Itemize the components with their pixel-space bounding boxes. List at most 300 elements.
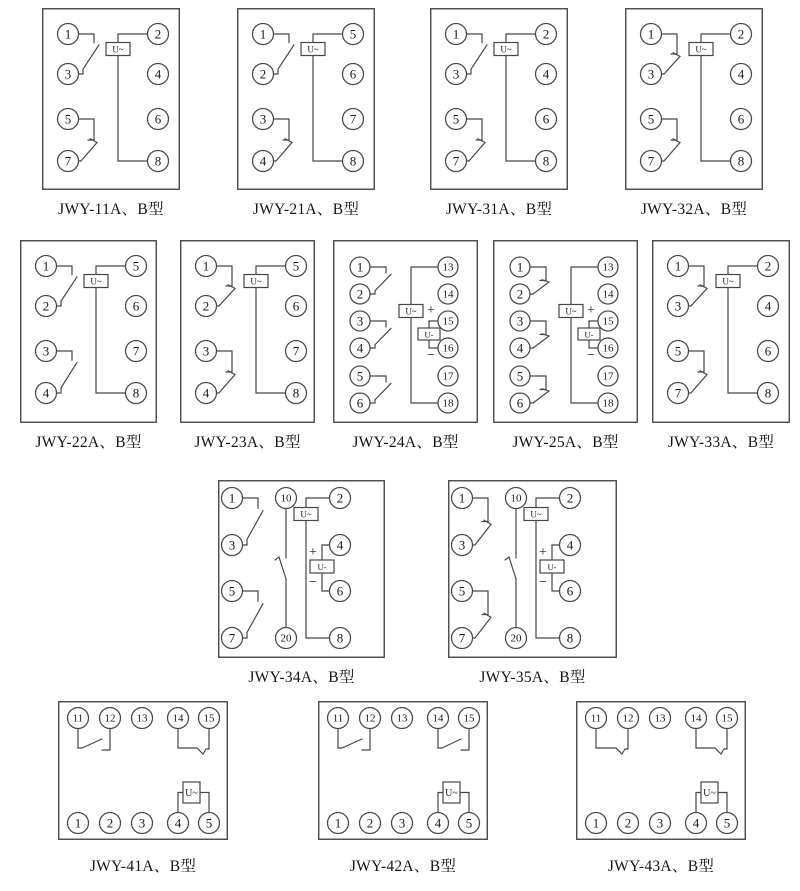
coil-label: U~ xyxy=(703,787,716,799)
terminal-12 xyxy=(618,708,639,729)
terminal-1 xyxy=(668,256,689,277)
terminal-4 xyxy=(428,813,449,834)
coil-u-ac xyxy=(559,305,583,318)
terminal-10 xyxy=(276,488,297,509)
terminal-number: 3 xyxy=(398,815,406,831)
terminal-number: 4 xyxy=(737,66,745,82)
terminal-6 xyxy=(536,109,557,130)
contact-nc xyxy=(533,389,549,403)
coil-label: U- xyxy=(317,561,327,572)
schematic-jwy-21ab xyxy=(237,8,375,190)
diagram-caption: JWY-11A、B型 xyxy=(58,201,164,218)
relay-diagram-jwy-23ab xyxy=(180,240,315,452)
contact-no xyxy=(274,69,279,74)
contact-no xyxy=(471,45,487,69)
contact-no xyxy=(83,45,99,69)
terminal-1 xyxy=(452,488,473,509)
terminal-number: 15 xyxy=(602,315,614,328)
terminal-number: 2 xyxy=(154,26,162,42)
terminal-17 xyxy=(438,366,458,386)
terminal-5 xyxy=(343,24,364,45)
contact-nc xyxy=(530,321,546,335)
terminal-number: 14 xyxy=(432,712,444,725)
terminal-15 xyxy=(438,311,458,331)
terminal-13 xyxy=(650,708,671,729)
contact-nc xyxy=(662,119,678,140)
coil-u-ac xyxy=(294,508,318,521)
terminal-number: 1 xyxy=(334,815,342,831)
terminal-2 xyxy=(350,284,370,304)
terminal-number: 6 xyxy=(292,298,300,314)
contact-nc xyxy=(530,376,546,390)
terminal-14 xyxy=(598,284,618,304)
terminal-number: 5 xyxy=(452,111,460,127)
terminal-5 xyxy=(510,366,530,386)
terminal-1 xyxy=(641,24,662,45)
contact-no xyxy=(57,301,62,306)
coil-u-ac xyxy=(301,43,325,56)
relay-diagram-jwy-24ab xyxy=(333,240,478,452)
terminal-number: 1 xyxy=(202,258,210,274)
terminal-2 xyxy=(731,24,752,45)
coil-u-ac xyxy=(399,305,423,318)
relay-diagram-jwy-22ab xyxy=(20,240,157,452)
contact-no xyxy=(78,729,82,749)
terminal-number: 8 xyxy=(154,153,162,169)
contact-nc xyxy=(274,119,290,140)
terminal-number: 2 xyxy=(516,286,524,302)
terminal-number: 1 xyxy=(458,490,466,506)
terminal-3 xyxy=(36,341,57,362)
terminal-number: 1 xyxy=(674,258,682,274)
terminal-6 xyxy=(286,296,307,317)
terminal-1 xyxy=(68,813,89,834)
terminal-number: 6 xyxy=(566,583,574,599)
terminal-4 xyxy=(168,813,189,834)
coil-wire xyxy=(460,793,469,813)
terminal-number: 8 xyxy=(542,153,550,169)
terminal-number: 2 xyxy=(106,815,114,831)
terminal-number: 4 xyxy=(542,66,550,82)
diagram-caption: JWY-42A、B型 xyxy=(349,858,457,875)
terminal-number: 2 xyxy=(737,26,745,42)
mid-switch xyxy=(505,557,516,579)
plus-sign: + xyxy=(427,303,435,318)
relay-diagram-jwy-33ab xyxy=(652,240,790,452)
coil-u-ac xyxy=(183,782,200,803)
diagram-caption: JWY-33A、B型 xyxy=(667,434,775,451)
diagram-caption: JWY-24A、B型 xyxy=(352,434,459,451)
terminal-1 xyxy=(328,813,349,834)
coil-label: U- xyxy=(584,329,594,340)
contact-no xyxy=(57,351,73,360)
diagram-caption: JWY-32A、B型 xyxy=(640,201,748,218)
diagram-caption: JWY-23A、B型 xyxy=(194,434,301,451)
terminal-8 xyxy=(536,151,557,172)
dc-coil-wire xyxy=(429,321,438,328)
contact-no xyxy=(243,498,259,508)
terminal-5 xyxy=(446,109,467,130)
terminal-2 xyxy=(36,296,57,317)
terminal-11 xyxy=(328,708,349,729)
contact-nc xyxy=(662,34,678,54)
contact-nc xyxy=(696,729,724,755)
coil-label: U~ xyxy=(300,509,312,520)
terminal-2 xyxy=(330,488,351,509)
terminal-5 xyxy=(459,813,480,834)
terminal-number: 16 xyxy=(442,342,454,355)
contact-nc xyxy=(533,280,549,294)
terminal-number: 8 xyxy=(132,385,140,401)
diagram-caption: JWY-25A、B型 xyxy=(512,434,619,451)
schematic-jwy-41ab xyxy=(58,701,228,840)
terminal-8 xyxy=(126,383,147,404)
terminal-6 xyxy=(731,109,752,130)
terminal-number: 6 xyxy=(516,395,524,411)
contact-no xyxy=(370,267,386,273)
terminal-13 xyxy=(392,708,413,729)
contact-nc xyxy=(206,729,209,750)
terminal-7 xyxy=(126,341,147,362)
terminal-number: 3 xyxy=(452,66,460,82)
coil-u-ac xyxy=(443,782,460,803)
minus-sign: − xyxy=(427,348,435,363)
terminal-12 xyxy=(100,708,121,729)
diagram-caption: JWY-43A、B型 xyxy=(607,858,715,875)
contact-nc xyxy=(664,53,680,74)
terminal-number: 2 xyxy=(764,258,772,274)
terminal-7 xyxy=(668,383,689,404)
coil-u-dc xyxy=(540,560,564,573)
terminal-4 xyxy=(350,338,370,358)
terminal-14 xyxy=(438,284,458,304)
terminal-15 xyxy=(199,708,220,729)
terminal-number: 2 xyxy=(542,26,550,42)
contact-nc xyxy=(79,119,95,140)
terminal-4 xyxy=(686,813,707,834)
coil-u-ac xyxy=(106,43,130,56)
schematic-jwy-22ab xyxy=(20,240,157,423)
contact-no xyxy=(370,321,386,327)
terminal-number: 5 xyxy=(723,815,731,831)
mid-switch xyxy=(275,557,286,579)
terminal-number: 4 xyxy=(764,298,772,314)
contact-no xyxy=(467,34,483,43)
terminal-number: 5 xyxy=(458,583,466,599)
diagram-caption: JWY-34A、B型 xyxy=(248,669,355,686)
contact-no xyxy=(243,591,259,601)
coil-wire xyxy=(696,793,701,813)
schematic-jwy-35ab xyxy=(448,480,617,658)
contact-no xyxy=(243,632,248,638)
terminal-number: 3 xyxy=(458,537,466,553)
terminal-1 xyxy=(446,24,467,45)
terminal-number: 5 xyxy=(465,815,473,831)
terminal-number: 6 xyxy=(336,583,344,599)
terminal-2 xyxy=(360,813,381,834)
terminal-number: 8 xyxy=(336,630,344,646)
coil-u-ac xyxy=(689,43,713,56)
relay-diagram-jwy-35ab xyxy=(448,480,617,687)
terminal-number: 2 xyxy=(356,286,364,302)
diagram-caption: JWY-41A、B型 xyxy=(89,858,197,875)
terminal-3 xyxy=(452,535,473,556)
terminal-2 xyxy=(618,813,639,834)
contact-nc xyxy=(689,266,705,286)
terminal-4 xyxy=(560,535,581,556)
terminal-number: 3 xyxy=(202,343,210,359)
terminal-4 xyxy=(148,64,169,85)
contact-nc xyxy=(276,139,292,161)
contact-nc xyxy=(475,613,491,638)
terminal-number: 3 xyxy=(516,313,524,329)
terminal-13 xyxy=(598,257,618,277)
coil-label: U~ xyxy=(185,787,198,799)
contact-nc xyxy=(625,729,628,750)
terminal-number: 7 xyxy=(132,343,140,359)
terminal-number: 13 xyxy=(602,261,614,274)
terminal-6 xyxy=(330,581,351,602)
terminal-8 xyxy=(758,383,779,404)
contact-no xyxy=(57,266,73,275)
terminal-3 xyxy=(196,341,217,362)
relay-diagram-jwy-32ab xyxy=(625,8,763,219)
diagram-caption: JWY-22A、B型 xyxy=(35,434,142,451)
terminal-5 xyxy=(199,813,220,834)
terminal-number: 13 xyxy=(442,261,454,274)
terminal-number: 6 xyxy=(349,66,357,82)
contact-nc xyxy=(217,351,233,372)
terminal-number: 6 xyxy=(764,343,772,359)
contact-nc xyxy=(530,267,546,281)
terminal-number: 3 xyxy=(656,815,664,831)
terminal-number: 5 xyxy=(64,111,72,127)
terminal-number: 3 xyxy=(228,537,236,553)
terminal-6 xyxy=(148,109,169,130)
terminal-4 xyxy=(758,296,779,317)
terminal-number: 16 xyxy=(602,342,614,355)
dc-coil-wire xyxy=(322,545,330,560)
minus-sign: − xyxy=(587,348,595,363)
terminal-number: 7 xyxy=(64,153,72,169)
terminal-number: 7 xyxy=(452,153,460,169)
contact-no xyxy=(370,376,386,382)
terminal-7 xyxy=(446,151,467,172)
terminal-number: 5 xyxy=(349,26,357,42)
terminal-4 xyxy=(330,535,351,556)
relay-diagram-jwy-42ab xyxy=(318,701,488,876)
contact-no xyxy=(278,45,294,69)
contact-no xyxy=(370,291,375,294)
terminal-4 xyxy=(36,383,57,404)
terminal-number: 4 xyxy=(566,537,574,553)
coil-label: U~ xyxy=(90,276,102,287)
contact-no xyxy=(375,328,391,344)
terminal-number: 4 xyxy=(202,385,210,401)
terminal-number: 5 xyxy=(292,258,300,274)
minus-sign: − xyxy=(539,575,547,590)
terminal-number: 8 xyxy=(292,385,300,401)
contact-no xyxy=(79,34,95,43)
terminal-number: 4 xyxy=(336,537,344,553)
terminal-number: 1 xyxy=(74,815,82,831)
terminal-1 xyxy=(253,24,274,45)
contact-nc xyxy=(473,591,489,615)
contact-nc xyxy=(81,139,97,161)
terminal-3 xyxy=(222,535,243,556)
terminal-7 xyxy=(222,628,243,649)
terminal-number: 17 xyxy=(602,370,614,383)
terminal-number: 4 xyxy=(174,815,182,831)
terminal-6 xyxy=(343,64,364,85)
contact-no xyxy=(442,739,461,748)
terminal-14 xyxy=(686,708,707,729)
terminal-7 xyxy=(286,341,307,362)
coil-u-ac xyxy=(494,43,518,56)
dc-coil-wire xyxy=(429,340,438,348)
minus-sign: − xyxy=(309,575,317,590)
terminal-number: 1 xyxy=(64,26,72,42)
terminal-number: 2 xyxy=(624,815,632,831)
contact-no xyxy=(375,274,391,290)
terminal-number: 1 xyxy=(592,815,600,831)
terminal-number: 2 xyxy=(566,490,574,506)
terminal-7 xyxy=(452,628,473,649)
terminal-number: 4 xyxy=(42,385,50,401)
terminal-3 xyxy=(446,64,467,85)
schematic-jwy-25ab xyxy=(493,240,638,423)
relay-diagram-jwy-41ab xyxy=(58,701,228,876)
terminal-3 xyxy=(253,109,274,130)
terminal-number: 14 xyxy=(172,712,184,725)
coil-label: U~ xyxy=(307,44,319,55)
terminal-8 xyxy=(286,383,307,404)
terminal-16 xyxy=(438,338,458,358)
terminal-number: 18 xyxy=(442,397,454,410)
terminal-number: 6 xyxy=(542,111,550,127)
contact-nc xyxy=(473,498,489,522)
terminal-number: 6 xyxy=(737,111,745,127)
relay-diagram-jwy-11ab xyxy=(42,8,180,219)
schematic-jwy-24ab xyxy=(333,240,478,423)
terminal-number: 3 xyxy=(42,343,50,359)
contact-nc xyxy=(467,119,483,140)
coil-label: U- xyxy=(424,329,434,340)
terminal-number: 5 xyxy=(228,583,236,599)
terminal-number: 8 xyxy=(349,153,357,169)
terminal-number: 3 xyxy=(674,298,682,314)
terminal-5 xyxy=(286,256,307,277)
schematic-jwy-32ab xyxy=(625,8,763,190)
dc-coil-wire xyxy=(552,545,560,560)
coil-u-dc xyxy=(418,328,440,340)
contact-nc xyxy=(689,351,705,372)
schematic-jwy-43ab xyxy=(576,701,746,840)
contact-no xyxy=(247,604,263,633)
schematic-jwy-11ab xyxy=(42,8,180,190)
diagram-caption: JWY-35A、B型 xyxy=(479,669,586,686)
terminal-14 xyxy=(168,708,189,729)
terminal-2 xyxy=(196,296,217,317)
terminal-3 xyxy=(58,64,79,85)
terminal-number: 3 xyxy=(259,111,267,127)
terminal-number: 4 xyxy=(356,340,364,356)
terminal-1 xyxy=(586,813,607,834)
contact-nc xyxy=(691,285,707,306)
schematic-jwy-23ab xyxy=(180,240,315,423)
contact-nc xyxy=(469,139,485,161)
terminal-number: 11 xyxy=(332,712,344,725)
contact-no xyxy=(375,383,391,399)
terminal-number: 3 xyxy=(647,66,655,82)
terminal-number: 7 xyxy=(674,385,682,401)
plus-sign: + xyxy=(587,303,595,318)
terminal-5 xyxy=(58,109,79,130)
contact-no xyxy=(61,362,77,388)
terminal-number: 14 xyxy=(442,288,454,301)
terminal-15 xyxy=(459,708,480,729)
plus-sign: + xyxy=(309,545,317,560)
terminal-2 xyxy=(536,24,557,45)
contact-no xyxy=(247,511,263,540)
terminal-number: 13 xyxy=(136,712,148,725)
schematic-jwy-34ab xyxy=(218,480,385,658)
terminal-1 xyxy=(222,488,243,509)
terminal-3 xyxy=(132,813,153,834)
terminal-number: 8 xyxy=(566,630,574,646)
coil-u-ac xyxy=(524,508,548,521)
terminal-number: 1 xyxy=(259,26,267,42)
terminal-number: 5 xyxy=(647,111,655,127)
terminal-number: 14 xyxy=(690,712,702,725)
terminal-20 xyxy=(276,628,297,649)
terminal-10 xyxy=(506,488,527,509)
coil-label: U~ xyxy=(250,276,262,287)
terminal-7 xyxy=(58,151,79,172)
coil-label: U~ xyxy=(695,44,707,55)
terminal-number: 14 xyxy=(602,288,614,301)
terminal-number: 1 xyxy=(647,26,655,42)
dc-coil-wire xyxy=(552,573,560,591)
terminal-5 xyxy=(717,813,738,834)
contact-no xyxy=(362,729,370,751)
terminal-number: 12 xyxy=(622,712,634,725)
contact-nc xyxy=(533,334,549,348)
terminal-number: 3 xyxy=(64,66,72,82)
terminal-number: 13 xyxy=(654,712,666,725)
terminal-6 xyxy=(126,296,147,317)
terminal-number: 5 xyxy=(132,258,140,274)
terminal-8 xyxy=(731,151,752,172)
contact-no xyxy=(82,739,102,748)
terminal-1 xyxy=(58,24,79,45)
contact-nc xyxy=(475,520,491,545)
dc-coil-wire xyxy=(322,573,330,591)
terminal-12 xyxy=(360,708,381,729)
terminal-number: 7 xyxy=(458,630,466,646)
relay-diagram-jwy-34ab xyxy=(218,480,385,687)
coil-wire xyxy=(200,793,209,813)
contact-no xyxy=(61,277,77,301)
terminal-6 xyxy=(758,341,779,362)
coil-u-dc xyxy=(310,560,334,573)
contact-nc xyxy=(691,371,707,393)
coil-wire xyxy=(178,793,183,813)
contact-no xyxy=(438,729,442,749)
terminal-3 xyxy=(641,64,662,85)
contact-no xyxy=(274,34,290,43)
terminal-18 xyxy=(598,393,618,413)
